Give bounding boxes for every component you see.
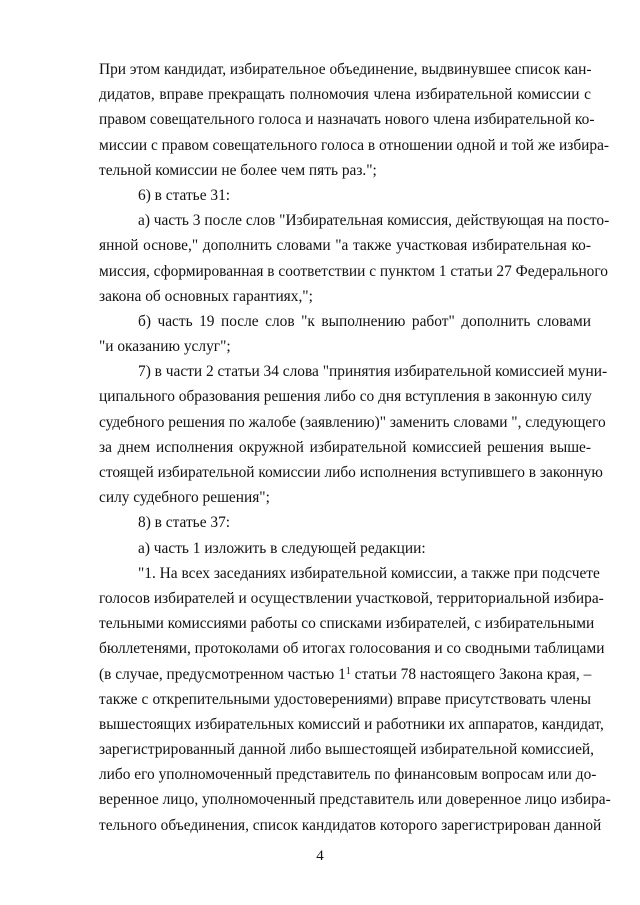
text-line: силу судебного решения"; — [99, 489, 270, 507]
text-line: либо его уполномоченный представитель по финансовым вопросам или до- — [99, 766, 597, 784]
text-line: судебного решения по жалобе (заявлению)" заменить словами ", следующего — [99, 413, 606, 431]
text-line: янной основе," дополнить словами "а также участковая избирательная ко- — [99, 237, 591, 255]
text-line: 6) в статье 31: — [138, 186, 231, 204]
text-line: закона об основных гарантиях,"; — [99, 287, 313, 305]
text-line: стоящей избирательной комиссии либо исполнения вступившего в законную — [99, 464, 603, 481]
text-line: ципального образования решения либо со дня вступления в законную силу — [99, 388, 592, 406]
text-line: "и оказанию услуг"; — [99, 338, 231, 356]
text-line: б) часть 19 после слов "к выполнению работ" дополнить словами — [138, 312, 591, 330]
text-line: вышестоящих избирательных комиссий и работники их аппаратов, кандидат, — [99, 715, 604, 733]
text-line: правом совещательного голоса и назначать нового члена избирательной ко- — [99, 111, 595, 129]
text-line: тельными комиссиями работы со списками избирателей, с избирательными — [99, 615, 595, 633]
page-number: 4 — [316, 848, 324, 864]
text-line: 8) в статье 37: — [138, 514, 231, 532]
text-line: за днем исполнения окружной избирательной комиссией решения выше- — [99, 438, 591, 456]
text-line: дидатов, вправе прекращать полномочия члена избирательной комиссии с — [99, 86, 591, 104]
text-line: 7) в части 2 статьи 34 слова "принятия избирательной комиссией муни- — [138, 363, 608, 381]
text-segment: статьи 78 настоящего Закона края, – — [350, 665, 592, 683]
text-line: голосов избирателей и осуществлении участковой, территориальной избира- — [99, 589, 604, 607]
text-line: также с открепительными удостоверениями) вправе присутствовать члены — [99, 690, 591, 708]
text-line: "1. На всех заседаниях избирательной комиссии, а также при подсчете — [138, 564, 600, 582]
superscript: 1 — [345, 665, 351, 677]
text-line-with-superscript — [99, 662, 591, 687]
text-line: миссии с правом совещательного голоса в отношении одной и той же избира- — [99, 136, 610, 154]
text-line: бюллетенями, протоколами об итогах голосования и со сводными таблицами — [99, 640, 605, 658]
document-body — [99, 57, 611, 838]
text-line: а) часть 3 после слов "Избирательная комиссия, действующая на посто- — [138, 212, 610, 230]
text-line: а) часть 1 изложить в следующей редакции: — [138, 539, 426, 557]
text-line: зарегистрированный данной либо вышестоящей избирательной комиссией, — [99, 741, 594, 759]
text-segment: (в случае, предусмотренном частью 1 — [99, 665, 346, 683]
text-line: При этом кандидат, избирательное объединение, выдвинувшее список кан- — [99, 61, 592, 78]
text-line: тельного объединения, список кандидатов которого зарегистрирован данной — [99, 816, 602, 834]
text-line: тельной комиссии не более чем пять раз."; — [99, 161, 377, 179]
text-line: веренное лицо, уполномоченный представитель или доверенное лицо избира- — [99, 791, 611, 809]
text-line: миссия, сформированная в соответствии с пунктом 1 статьи 27 Федерального — [99, 262, 609, 280]
